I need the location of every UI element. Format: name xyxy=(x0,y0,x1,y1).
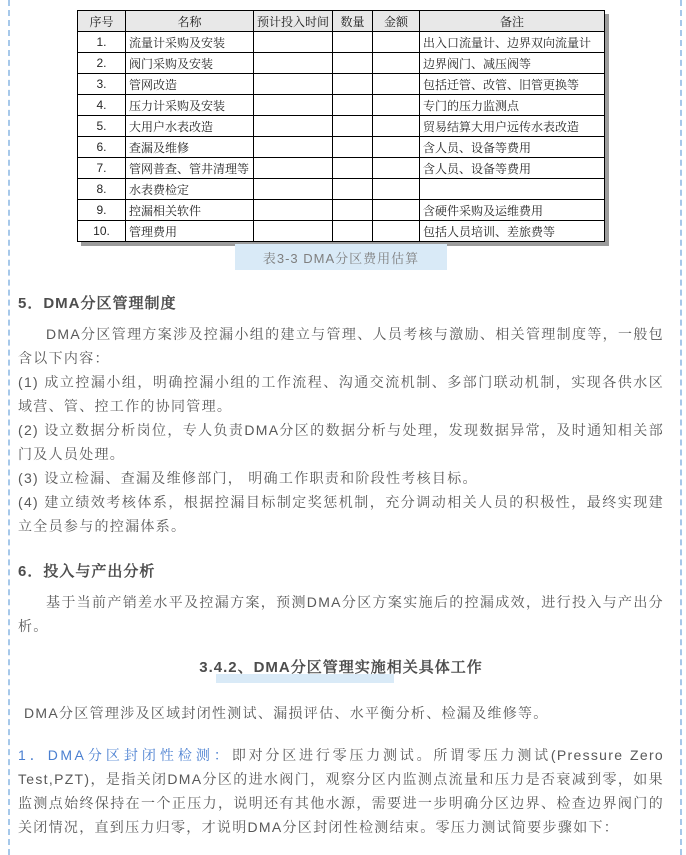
cell-qty xyxy=(333,116,373,137)
cell-amount xyxy=(373,221,420,242)
cell-qty xyxy=(333,53,373,74)
cell-time xyxy=(254,221,333,242)
cell-amount xyxy=(373,200,420,221)
cell-note: 专门的压力监测点 xyxy=(420,95,605,116)
cell-qty xyxy=(333,137,373,158)
cell-name: 阀门采购及安装 xyxy=(126,53,254,74)
cell-time xyxy=(254,74,333,95)
cell-name: 管理费用 xyxy=(126,221,254,242)
cell-qty xyxy=(333,74,373,95)
cell-name: 水表费检定 xyxy=(126,179,254,200)
cell-name: 控漏相关软件 xyxy=(126,200,254,221)
table-row xyxy=(78,95,605,116)
cell-qty xyxy=(333,95,373,116)
cell-amount xyxy=(373,32,420,53)
cell-name: 大用户水表改造 xyxy=(126,116,254,137)
cell-num: 5. xyxy=(78,116,126,137)
col-header-name: 名称 xyxy=(126,11,254,32)
cell-num: 6. xyxy=(78,137,126,158)
list-item-1: (1) 成立控漏小组，明确控漏小组的工作流程、沟通交流机制、多部门联动机制，实现各供水区域营、管、控工作的协同管理。 xyxy=(18,374,664,414)
cell-time xyxy=(254,95,333,116)
closure-test-lead: 1．DMA分区封闭性检测： xyxy=(18,747,232,763)
cell-num: 3. xyxy=(78,74,126,95)
cell-time xyxy=(254,32,333,53)
table-row xyxy=(78,116,605,137)
cell-time xyxy=(254,137,333,158)
paragraph-342-intro: DMA分区管理涉及区域封闭性测试、漏损评估、水平衡分析、检漏及维修等。 xyxy=(24,705,549,721)
cell-note: 包括迁管、改管、旧管更换等 xyxy=(420,74,605,95)
table-row xyxy=(78,221,605,242)
col-header-note: 备注 xyxy=(420,11,605,32)
cell-num: 1. xyxy=(78,32,126,53)
cell-amount xyxy=(373,137,420,158)
section-heading-342: 3.4.2、DMA分区管理实施相关具体工作 xyxy=(199,659,483,676)
cell-note: 贸易结算大用户远传水表改造 xyxy=(420,116,605,137)
table-row xyxy=(78,74,605,95)
cell-time xyxy=(254,179,333,200)
cost-estimate-table xyxy=(77,10,605,242)
paragraph-6: 基于当前产销差水平及控漏方案，预测DMA分区方案实施后的控漏成效，进行投入与产出分析。 xyxy=(18,594,664,634)
cell-num: 2. xyxy=(78,53,126,74)
list-item-4: (4) 建立绩效考核体系，根据控漏目标制定奖惩机制，充分调动相关人员的积极性，最终实现建立全员参与的控漏体系。 xyxy=(18,494,664,534)
cell-amount xyxy=(373,179,420,200)
cell-note: 包括人员培训、差旅费等 xyxy=(420,221,605,242)
cell-amount xyxy=(373,158,420,179)
cell-num: 4. xyxy=(78,95,126,116)
cell-qty xyxy=(333,221,373,242)
cell-amount xyxy=(373,74,420,95)
table-row xyxy=(78,179,605,200)
cell-note: 含硬件采购及运维费用 xyxy=(420,200,605,221)
section-heading-6: 6．投入与产出分析 xyxy=(18,563,156,580)
cell-name: 管网普查、管井清理等 xyxy=(126,158,254,179)
col-header-qty: 数量 xyxy=(333,11,373,32)
col-header-amount: 金额 xyxy=(373,11,420,32)
table-row xyxy=(78,200,605,221)
cell-name: 查漏及维修 xyxy=(126,137,254,158)
cell-note xyxy=(420,179,605,200)
spacer xyxy=(16,683,666,701)
cell-num: 9. xyxy=(78,200,126,221)
paragraph-5-intro: DMA分区管理方案涉及控漏小组的建立与管理、人员考核与激励、相关管理制度等，一般包含以下内容： xyxy=(18,326,664,366)
spacer xyxy=(16,725,666,743)
cell-time xyxy=(254,158,333,179)
list-item-2: (2) 设立数据分析岗位，专人负责DMA分区的数据分析与处理，发现数据异常，及时通知相关部门及人员处理。 xyxy=(18,422,664,462)
cell-time xyxy=(254,53,333,74)
closure-test-body: 即对分区进行零压力测试。所谓零压力测试(Pressure Zero Test,PZT)，是指关闭DMA分区的进水阀门，观察分区内监测点流量和压力是否衰减到零，如果监测点始终保持在一个正压力，说明还有其他水源，需要进一步明确分区边界、检查边界阀门的关闭情况，直到压力归零，才说明DMA分区封闭性检测结束。零压力测试简要步骤如下： xyxy=(18,747,664,835)
table-row xyxy=(78,53,605,74)
paragraph-closure-test xyxy=(18,743,664,839)
cell-amount xyxy=(373,53,420,74)
table-row xyxy=(78,32,605,53)
cell-time xyxy=(254,116,333,137)
table-header-row xyxy=(78,11,605,32)
cell-qty xyxy=(333,200,373,221)
cell-time xyxy=(254,200,333,221)
cell-qty xyxy=(333,179,373,200)
cell-amount xyxy=(373,116,420,137)
cell-note: 含人员、设备等费用 xyxy=(420,158,605,179)
cell-qty xyxy=(333,32,373,53)
cell-name: 压力计采购及安装 xyxy=(126,95,254,116)
section-heading-5: 5．DMA分区管理制度 xyxy=(18,295,177,312)
cell-note: 含人员、设备等费用 xyxy=(420,137,605,158)
cell-num: 10. xyxy=(78,221,126,242)
cell-num: 8. xyxy=(78,179,126,200)
table-row xyxy=(78,137,605,158)
cell-note: 出入口流量计、边界双向流量计 xyxy=(420,32,605,53)
cell-name: 流量计采购及安装 xyxy=(126,32,254,53)
cell-qty xyxy=(333,158,373,179)
table-caption: 表3-3 DMA分区费用估算 xyxy=(235,244,447,270)
cell-name: 管网改造 xyxy=(126,74,254,95)
cell-note: 边界阀门、减压阀等 xyxy=(420,53,605,74)
col-header-time: 预计投入时间 xyxy=(254,11,333,32)
col-header-num: 序号 xyxy=(78,11,126,32)
list-item-3: (3) 设立检漏、查漏及维修部门， 明确工作职责和阶段性考核目标。 xyxy=(18,470,478,486)
cell-num: 7. xyxy=(78,158,126,179)
table-row xyxy=(78,158,605,179)
cell-amount xyxy=(373,95,420,116)
document-page xyxy=(8,0,682,855)
